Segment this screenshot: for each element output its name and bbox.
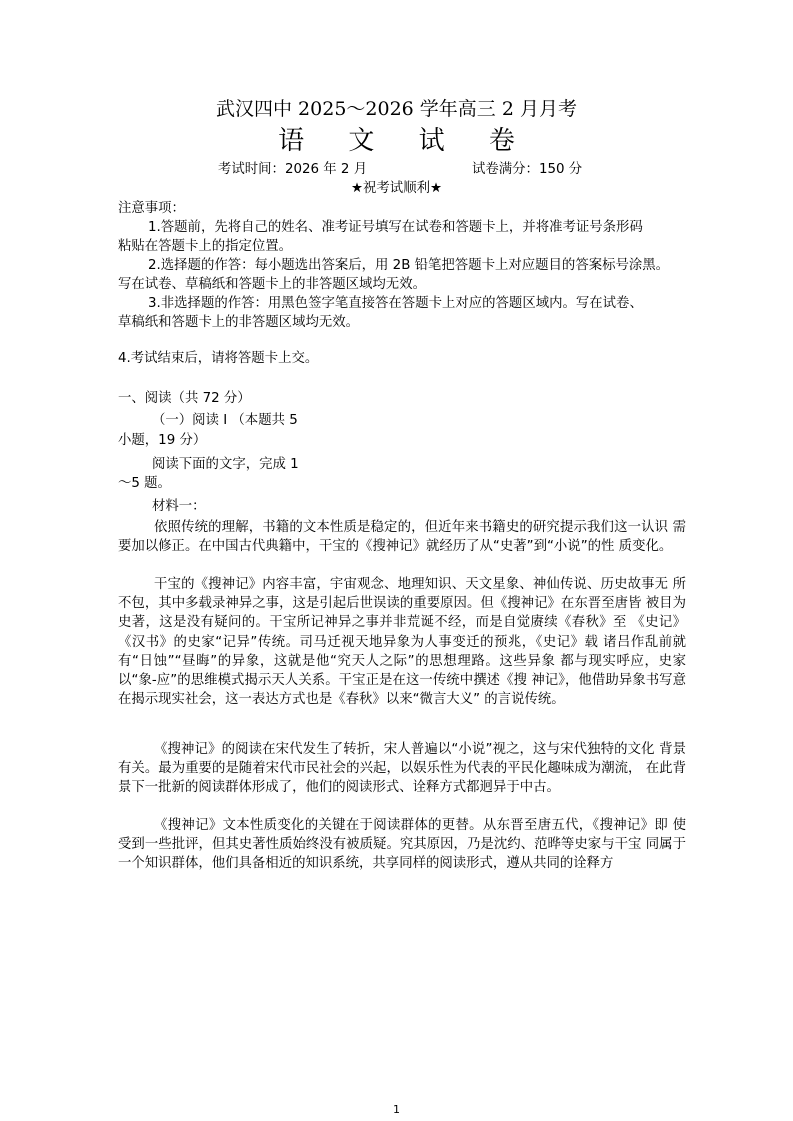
note-1-line-1: 1.答题前，先将自己的姓名、准考证号填写在试卷和答题卡上，并将准考证号条形码: [148, 220, 643, 235]
note-3-line-1: 3.非选择题的作答：用黑色签字笔直接答在答题卡上对应的答题区域内。写在试卷、: [148, 296, 643, 311]
blessing: ★祝考试顺利★: [351, 181, 442, 196]
passage-paragraph-1: 依照传统的理解，书籍的文本性质是稳定的，但近年来书籍史的研究提示我们这一认识 需要加以修正。在中国古代典籍中，干宝的《搜神记》就经历了从“史著”到“小说”的性 质变化。: [118, 520, 686, 555]
reading-instruction-cont: ～5 题。: [118, 476, 171, 491]
passage-paragraph-4: 《搜神记》文本性质变化的关键在于阅读群体的更替。从东晋至唐五代，《搜神记》即 使受到一些批评，但其史著性质始终没有被质疑。究其原因，乃是沈约、范晔等史家与干宝 同属于一个知识群体，他们具备相近的知识系统，共享同样的阅读形式，遵从共同的诠释方: [118, 818, 686, 872]
note-2-line-1: 2.选择题的作答：每小题选出答案后，用 2B 铅笔把答题卡上对应题目的答案标号涂黑。: [148, 258, 670, 273]
passage-paragraph-3: 《搜神记》的阅读在宋代发生了转折，宋人普遍以“小说”视之，这与宋代独特的文化 背景有关。最为重要的是随着宋代市民社会的兴起，以娱乐性为代表的平民化趣味成为潮流， 在此背景下一批新的阅读群体形成了，他们的阅读形式、诠释方式都迥异于中古。: [118, 742, 686, 796]
note-1-line-2: 粘贴在答题卡上的指定位置。: [118, 239, 293, 254]
exam-title: 武汉四中 2025～2026 学年高三 2 月月考: [216, 98, 577, 120]
passage-paragraph-2: 干宝的《搜神记》内容丰富，宇宙观念、地理知识、天文星象、神仙传说、历史故事无 所不包，其中多载录神异之事，这是引起后世误读的重要原因。但《搜神记》在东晋至唐皆 被目为史著，这是没有疑问的。干宝所记神异之事并非荒诞不经，而是自觉赓续《春秋》至 《史记》《汉书》的史家“记异”传统。司马迁视天地异象为人事变迁的预兆，《史记》载 诸吕作乱前就有“日蚀”“昼晦”的异象，这就是他“究天人之际”的思想理路。这些异象 都与现实呼应，史家以“象-应”的思维模式揭示天人关系。干宝正是在这一传统中撰述《搜 神记》，他借助异象书写意在揭示现实社会，这一表达方式也是《春秋》以来“微言大义” 的言说传统。: [118, 577, 686, 708]
note-3-line-2: 草稿纸和答题卡上的非答题区域均无效。: [118, 315, 360, 330]
page-number: 1: [393, 1103, 400, 1116]
full-score: 试卷满分：150 分: [472, 162, 583, 177]
note-4: 4.考试结束后，请将答题卡上交。: [118, 351, 319, 366]
subject-title: 语 文 试 卷: [278, 126, 533, 156]
exam-time: 考试时间：2026 年 2 月: [218, 162, 368, 177]
reading-instruction: 阅读下面的文字，完成 1: [152, 457, 299, 472]
section-heading: 一、阅读（共 72 分）: [118, 391, 251, 406]
note-2-line-2: 写在试卷、草稿纸和答题卡上的非答题区域均无效。: [118, 277, 426, 292]
notes-heading: 注意事项：: [118, 201, 185, 216]
subsection-heading: （一）阅读 I （本题共 5: [152, 413, 298, 428]
subsection-heading-cont: 小题，19 分）: [118, 433, 207, 448]
material-label: 材料一：: [152, 499, 206, 514]
